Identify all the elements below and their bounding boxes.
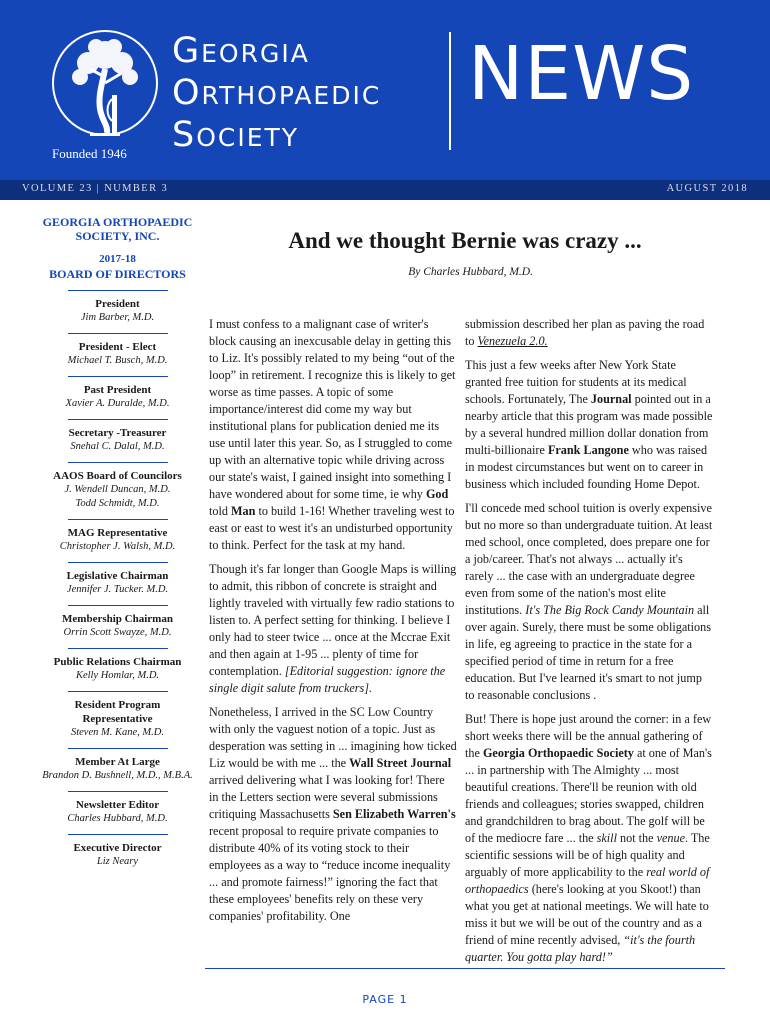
officer-entry (40, 791, 195, 826)
officer-role: Member At Large (75, 756, 160, 768)
officer-role: President (95, 298, 140, 310)
officer-name: Xavier A. Duralde, M.D. (65, 398, 170, 409)
sidebar-board-title: BOARD OF DIRECTORS (49, 267, 186, 281)
officer-role: Resident Program Representative (74, 699, 161, 725)
paragraph: I'll concede med school tuition is overly expensive but no more so than undergraduate tuition. At least med school, once completed, does prepare one for a job/career. That's not always ... actually it's rarely ... the case with an undergraduate degree even from some of the nation's most elite institutions. It's The Big Rock Candy Mountain all over again. Surely, there must be some obligations in life, eg agreeing to practice in the state for a specified period of time in return for a free education. But I've learned it's smart to not jump to reasonable conclusions . (465, 501, 713, 702)
officer-name: Kelly Homlar, M.D. (75, 670, 160, 681)
venezuela-link[interactable]: Venezuela 2.0. (477, 334, 548, 348)
paragraph: submission described her plan as paving the road to Venezuela 2.0. (465, 317, 705, 348)
officer-name: Snehal C. Dalal, M.D. (70, 441, 165, 452)
officer-divider (68, 834, 168, 835)
officer-divider (68, 748, 168, 749)
paragraph: But! There is hope just around the corner: in a few short weeks there will be the annual gathering of the Georgia Orthopaedic Society at one of Man's ... in partnership with The Almighty ... most beautiful creations. There'll be reunion with old friends and colleagues; stories swapped, children and grandchildren to brag about. The golf will be of the mediocre fare ... the skill not the venue. The scientific sessions will be of high quality and arguably of more applicability to the real world of orthopaedics (here's looking at you Skoot!) than what you get at national meetings. We will hate to miss it but we will be out of the country and as a friend of mine recently advised, “it's the fourth quarter. You gotta play hard!” (465, 712, 712, 964)
paragraph: Though it's far longer than Google Maps is willing to admit, this ribbon of concrete is straight and lightly traveled with virtually few radio stations to listen to. A perfect setting for thinking. I believe I only had to steer twice ... once at the Mccrae Exit and then again at 1-95 ... plenty of time for contemplation. [Editorial suggestion: ignore the single digit salute from truckers]. (209, 562, 457, 695)
officer-divider (68, 691, 168, 692)
paragraph: Nonetheless, I arrived in the SC Low Country with only the vaguest notion of a topic. Just as desperation was setting in ... imagining how ticked Liz would be with me ... the Wall Street Journal arrived delivering what I was looking for! There in the Letters section were several submissions critiquing Massachusetts Sen Elizabeth Warren's recent proposal to require private companies to distribute 40% of its voting stock to their employees as a way to “reduce income inequality ... and promote fairness!” ignoring the fact that these employees' benefits rely on these very companies' profitability. One (209, 705, 457, 923)
officer-divider (68, 376, 168, 377)
officer-entry (40, 419, 195, 454)
officer-role: MAG Representative (67, 527, 168, 539)
officer-entry (40, 290, 195, 325)
officer-name: J. Wendell Duncan, M.D. (64, 484, 171, 495)
officer-role: President - Elect (78, 341, 157, 353)
masthead-divider (449, 32, 451, 150)
officer-name: Christopher J. Walsh, M.D. (59, 541, 176, 552)
masthead (0, 0, 770, 180)
officer-entry (40, 333, 195, 368)
officer-role: Past President (83, 384, 152, 396)
sidebar-years: 2017-18 (99, 253, 136, 265)
society-line-2: Orthopaedic (172, 73, 382, 113)
news-title: NEWS (468, 31, 695, 117)
society-line-1: Georgia (172, 31, 310, 71)
officer-entry (40, 648, 195, 683)
officer-name: Todd Schmidt, M.D. (75, 498, 160, 509)
officer-name: Jim Barber, M.D. (80, 312, 155, 323)
officer-divider (68, 648, 168, 649)
officer-role: Legislative Chairman (66, 570, 169, 582)
officer-role: Membership Chairman (62, 613, 173, 625)
officer-entry (40, 519, 195, 554)
article-headline: And we thought Bernie was crazy ... (288, 228, 642, 253)
officer-divider (68, 562, 168, 563)
officer-role: AAOS Board of Councilors (53, 470, 182, 482)
sidebar-org-name: GEORGIA ORTHOPAEDIC SOCIETY, INC. (42, 215, 193, 243)
officer-entry (40, 562, 195, 597)
officer-divider (68, 290, 168, 291)
issue-bar (0, 180, 770, 200)
officer-name: Steven M. Kane, M.D. (70, 727, 164, 738)
officer-role: Secretary -Treasurer (68, 427, 167, 439)
officer-entry (40, 691, 195, 740)
article-column-2 (465, 316, 713, 973)
paragraph: I must confess to a malignant case of writer's block causing an inexcusable delay in getting this to Liz. It's possibly related to my being “out of the loop” in retirement. I recognize this is likely to get worse as time passes. A topic of some importance/interest did come my way but institutional plans for publication denied me its use until later this year. So, as I struggled to come up with an alternative topic while driving across our state's waist, I gained insight into something I have wondered about for some time, ie why God told Man to build 1-16! Whether traveling west to east or east to west it's an undisturbed opportunity to think. Perfect for the task at my hand. (209, 317, 456, 552)
article-column-1 (209, 316, 457, 932)
issue-date: AUGUST 2018 (666, 183, 748, 194)
board-sidebar (40, 215, 195, 869)
officer-entry (40, 376, 195, 411)
footer-rule (205, 968, 725, 969)
officer-divider (68, 519, 168, 520)
volume-number: VOLUME 23 | NUMBER 3 (22, 183, 169, 194)
officer-divider (68, 791, 168, 792)
officer-name: Brandon D. Bushnell, M.D., M.B.A. (42, 770, 193, 781)
founded-text: Founded 1946 (52, 146, 127, 161)
society-line-3: Society (172, 115, 300, 155)
officer-divider (68, 462, 168, 463)
page-number: PAGE 1 (362, 993, 408, 1006)
officer-entry (40, 605, 195, 640)
officer-entry (40, 834, 195, 869)
officer-role: Newsletter Editor (75, 799, 160, 811)
officer-divider (68, 333, 168, 334)
officer-divider (68, 605, 168, 606)
officer-role: Executive Director (73, 842, 162, 854)
officer-name: Charles Hubbard, M.D. (67, 813, 168, 824)
officer-divider (68, 419, 168, 420)
officer-name: Jennifer J. Tucker. M.D. (66, 584, 169, 595)
article-byline: By Charles Hubbard, M.D. (408, 266, 533, 278)
officer-name: Orrin Scott Swayze, M.D. (63, 627, 172, 638)
society-name (172, 30, 381, 156)
paragraph: This just a few weeks after New York State granted free tuition for students at its medical schools. Fortunately, The Journal pointed out in a nearby article that this program was made possible by a several hundred million dollar donation from multi-billionaire Frank Langone who was raised in modest circumstances but went on to career in business which included founding Home Depot. (465, 358, 713, 491)
officer-name: Michael T. Busch, M.D. (67, 355, 168, 366)
officer-entry (40, 748, 195, 783)
officer-entry (40, 462, 195, 511)
officer-role: Public Relations Chairman (53, 656, 182, 668)
officer-list (40, 290, 195, 869)
officer-name: Liz Neary (96, 856, 139, 867)
